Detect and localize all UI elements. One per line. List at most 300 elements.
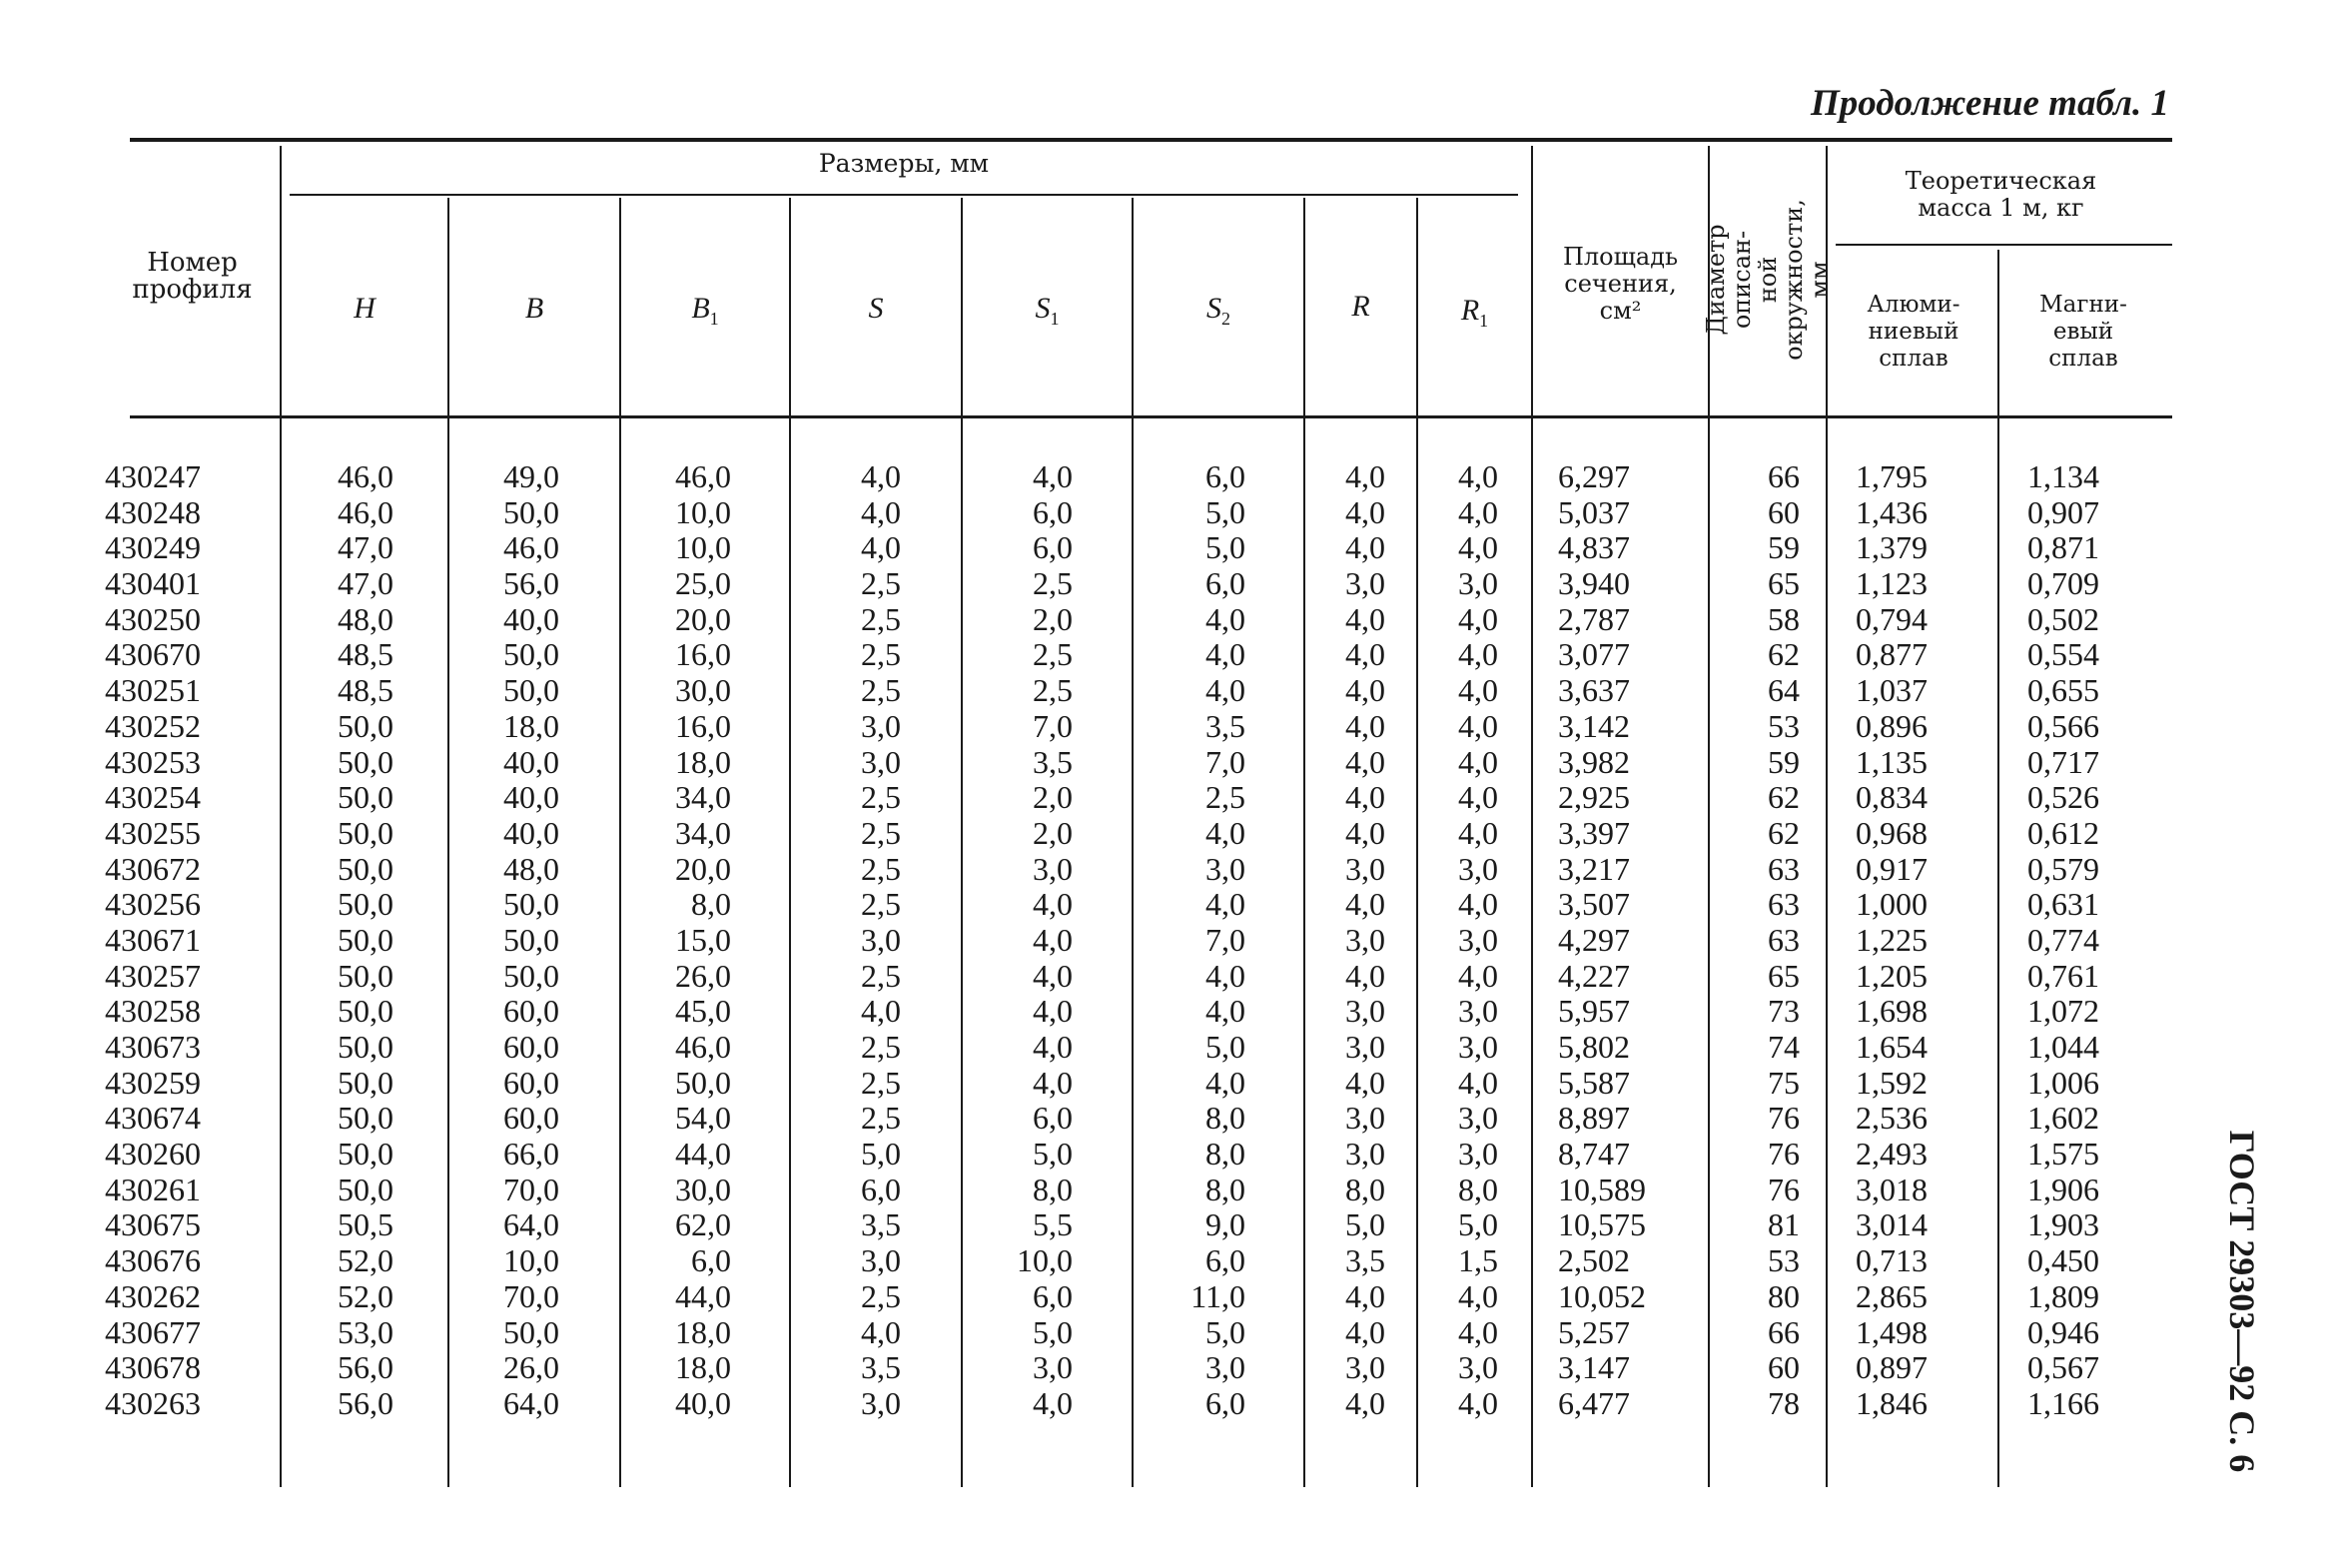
cell-b1: 44,0	[675, 1136, 731, 1173]
cell-h: 50,0	[338, 850, 393, 887]
cell-mag: 0,946	[2027, 1313, 2099, 1350]
cell-r: 4,0	[1345, 743, 1385, 780]
cell-mag: 0,774	[2027, 921, 2099, 958]
cell-diameter: 65	[1768, 957, 1800, 994]
cell-s1: 3,0	[1033, 1349, 1073, 1386]
cell-s2: 4,0	[1205, 993, 1245, 1030]
cell-r1: 4,0	[1458, 1277, 1498, 1314]
cell-mag: 0,717	[2027, 743, 2099, 780]
cell-b: 40,0	[503, 814, 559, 851]
cell-s2: 4,0	[1205, 957, 1245, 994]
cell-b1: 46,0	[675, 1029, 731, 1065]
cell-diameter: 62	[1768, 814, 1800, 851]
column-r1	[1418, 459, 1498, 1422]
cell-profile: 430262	[105, 1277, 201, 1314]
cell-profile: 430678	[105, 1349, 201, 1386]
cell-s1: 3,5	[1033, 743, 1073, 780]
cell-diameter: 62	[1768, 779, 1800, 816]
cell-profile: 430263	[105, 1384, 201, 1421]
standard-label	[2212, 1102, 2272, 1501]
cell-r1: 3,0	[1458, 1100, 1498, 1137]
cell-s2: 5,0	[1205, 1313, 1245, 1350]
cell-h: 50,0	[338, 814, 393, 851]
cell-mag: 1,072	[2027, 993, 2099, 1030]
cell-alu: 1,205	[1856, 957, 1928, 994]
cell-alu: 1,436	[1856, 493, 1928, 530]
cell-b1: 45,0	[675, 993, 731, 1030]
cell-b1: 50,0	[675, 1064, 731, 1101]
cell-b1: 34,0	[675, 779, 731, 816]
cell-mag: 1,006	[2027, 1064, 2099, 1101]
cell-h: 52,0	[338, 1242, 393, 1279]
cell-s: 4,0	[861, 529, 901, 566]
cell-b: 50,0	[503, 1313, 559, 1350]
cell-b: 50,0	[503, 493, 559, 530]
cell-profile: 430251	[105, 672, 201, 709]
cell-r: 8,0	[1345, 1171, 1385, 1207]
header-dimensions: Размеры, мм	[818, 149, 990, 178]
cell-mag: 0,567	[2027, 1349, 2099, 1386]
cell-b1: 30,0	[675, 672, 731, 709]
cell-diameter: 64	[1768, 672, 1800, 709]
cell-r: 4,0	[1345, 707, 1385, 744]
cell-s2: 2,5	[1205, 779, 1245, 816]
cell-mag: 1,903	[2027, 1206, 2099, 1243]
cell-s: 2,5	[861, 814, 901, 851]
cell-profile: 430401	[105, 565, 201, 602]
cell-r: 4,0	[1345, 600, 1385, 637]
cell-diameter: 53	[1768, 707, 1800, 744]
cell-alu: 0,896	[1856, 707, 1928, 744]
header-r1: $R_1$	[1460, 294, 1489, 331]
cell-mag: 0,761	[2027, 957, 2099, 994]
cell-b1: 18,0	[675, 743, 731, 780]
cell-diameter: 73	[1768, 993, 1800, 1030]
cell-s1: 3,0	[1033, 850, 1073, 887]
cell-profile: 430254	[105, 779, 201, 816]
cell-s2: 4,0	[1205, 1064, 1245, 1101]
cell-diameter: 53	[1768, 1242, 1800, 1279]
cell-diameter: 74	[1768, 1029, 1800, 1065]
cell-s1: 2,0	[1033, 814, 1073, 851]
cell-s: 2,5	[861, 600, 901, 637]
header-bottom-rule	[130, 415, 2172, 418]
cell-b1: 10,0	[675, 529, 731, 566]
cell-mag: 0,450	[2027, 1242, 2099, 1279]
cell-profile: 430260	[105, 1136, 201, 1173]
cell-r: 4,0	[1345, 1313, 1385, 1350]
cell-alu: 1,379	[1856, 529, 1928, 566]
cell-h: 50,0	[338, 707, 393, 744]
cell-area: 10,052	[1558, 1277, 1646, 1314]
cell-s2: 4,0	[1205, 672, 1245, 709]
cell-b: 64,0	[503, 1384, 559, 1421]
cell-s1: 4,0	[1033, 458, 1073, 494]
cell-r: 4,0	[1345, 529, 1385, 566]
cell-r: 3,0	[1345, 565, 1385, 602]
cell-diameter: 81	[1768, 1206, 1800, 1243]
cell-s1: 6,0	[1033, 1100, 1073, 1137]
cell-b1: 18,0	[675, 1313, 731, 1350]
cell-r1: 4,0	[1458, 743, 1498, 780]
cell-s2: 9,0	[1205, 1206, 1245, 1243]
cell-b: 70,0	[503, 1277, 559, 1314]
cell-area: 5,957	[1558, 993, 1630, 1030]
cell-s2: 4,0	[1205, 600, 1245, 637]
cell-s2: 8,0	[1205, 1136, 1245, 1173]
column-r	[1305, 459, 1385, 1422]
cell-diameter: 60	[1768, 1349, 1800, 1386]
cell-r1: 3,0	[1458, 993, 1498, 1030]
cell-alu: 0,897	[1856, 1349, 1928, 1386]
cell-profile: 430261	[105, 1171, 201, 1207]
cell-s: 3,0	[861, 921, 901, 958]
cell-alu: 1,498	[1856, 1313, 1928, 1350]
cell-mag: 1,809	[2027, 1277, 2099, 1314]
cell-r1: 4,0	[1458, 814, 1498, 851]
cell-s2: 6,0	[1205, 565, 1245, 602]
cell-h: 50,0	[338, 993, 393, 1030]
header-area: Площадь сечения, см²	[1562, 243, 1679, 325]
cell-s: 2,5	[861, 850, 901, 887]
cell-r1: 1,5	[1458, 1242, 1498, 1279]
cell-diameter: 66	[1768, 1313, 1800, 1350]
cell-s2: 4,0	[1205, 814, 1245, 851]
cell-r1: 4,0	[1458, 636, 1498, 673]
cell-profile: 430670	[105, 636, 201, 673]
cell-r: 5,0	[1345, 1206, 1385, 1243]
cell-h: 47,0	[338, 529, 393, 566]
cell-b: 60,0	[503, 993, 559, 1030]
cell-mag: 1,166	[2027, 1384, 2099, 1421]
cell-b1: 30,0	[675, 1171, 731, 1207]
cell-b1: 20,0	[675, 600, 731, 637]
cell-r: 3,5	[1345, 1242, 1385, 1279]
cell-s1: 10,0	[1017, 1242, 1073, 1279]
cell-r: 4,0	[1345, 1064, 1385, 1101]
cell-r: 3,0	[1345, 993, 1385, 1030]
cell-area: 6,477	[1558, 1384, 1630, 1421]
cell-b: 50,0	[503, 636, 559, 673]
cell-area: 10,589	[1558, 1171, 1646, 1207]
vrule-r1	[1531, 146, 1533, 1487]
cell-s1: 2,5	[1033, 672, 1073, 709]
cell-profile: 430255	[105, 814, 201, 851]
cell-profile: 430259	[105, 1064, 201, 1101]
cell-r: 4,0	[1345, 1277, 1385, 1314]
cell-area: 5,257	[1558, 1313, 1630, 1350]
column-h	[282, 459, 393, 1422]
cell-profile: 430249	[105, 529, 201, 566]
cell-h: 50,0	[338, 1171, 393, 1207]
cell-r1: 3,0	[1458, 1029, 1498, 1065]
header-r: R	[1351, 290, 1370, 323]
cell-b: 26,0	[503, 1349, 559, 1386]
cell-b1: 8,0	[691, 886, 731, 923]
cell-b1: 26,0	[675, 957, 731, 994]
header-b: B	[524, 292, 544, 325]
cell-diameter: 66	[1768, 458, 1800, 494]
cell-s1: 4,0	[1033, 1384, 1073, 1421]
cell-r: 4,0	[1345, 672, 1385, 709]
cell-h: 50,0	[338, 957, 393, 994]
cell-h: 48,0	[338, 600, 393, 637]
cell-diameter: 63	[1768, 921, 1800, 958]
cell-h: 50,0	[338, 921, 393, 958]
cell-mag: 0,655	[2027, 672, 2099, 709]
cell-s1: 5,0	[1033, 1136, 1073, 1173]
cell-area: 10,575	[1558, 1206, 1646, 1243]
cell-s2: 4,0	[1205, 886, 1245, 923]
column-profile	[105, 459, 280, 1422]
cell-mag: 1,602	[2027, 1100, 2099, 1137]
cell-s: 2,5	[861, 636, 901, 673]
cell-h: 50,0	[338, 1064, 393, 1101]
cell-s: 2,5	[861, 672, 901, 709]
cell-mag: 0,566	[2027, 707, 2099, 744]
cell-alu: 1,225	[1856, 921, 1928, 958]
cell-r1: 4,0	[1458, 493, 1498, 530]
cell-area: 2,502	[1558, 1242, 1630, 1279]
cell-area: 3,982	[1558, 743, 1630, 780]
cell-s2: 8,0	[1205, 1100, 1245, 1137]
cell-h: 47,0	[338, 565, 393, 602]
column-s2	[1134, 459, 1245, 1422]
cell-mag: 1,134	[2027, 458, 2099, 494]
cell-area: 3,217	[1558, 850, 1630, 887]
vrule-alu	[1997, 250, 1999, 1487]
cell-b: 40,0	[503, 743, 559, 780]
cell-r1: 4,0	[1458, 779, 1498, 816]
cell-h: 46,0	[338, 458, 393, 494]
cell-r1: 4,0	[1458, 1313, 1498, 1350]
cell-alu: 1,846	[1856, 1384, 1928, 1421]
cell-mag: 0,631	[2027, 886, 2099, 923]
cell-alu: 0,834	[1856, 779, 1928, 816]
cell-area: 4,227	[1558, 957, 1630, 994]
cell-s1: 7,0	[1033, 707, 1073, 744]
cell-mag: 0,502	[2027, 600, 2099, 637]
cell-area: 8,897	[1558, 1100, 1630, 1137]
cell-s: 3,5	[861, 1206, 901, 1243]
cell-mag: 0,612	[2027, 814, 2099, 851]
cell-area: 5,037	[1558, 493, 1630, 530]
cell-s: 2,5	[861, 565, 901, 602]
cell-s: 4,0	[861, 1313, 901, 1350]
cell-h: 52,0	[338, 1277, 393, 1314]
cell-profile: 430257	[105, 957, 201, 994]
cell-s2: 6,0	[1205, 458, 1245, 494]
cell-diameter: 62	[1768, 636, 1800, 673]
column-s	[791, 459, 901, 1422]
cell-b1: 54,0	[675, 1100, 731, 1137]
cell-s: 4,0	[861, 493, 901, 530]
cell-r1: 3,0	[1458, 565, 1498, 602]
cell-b: 60,0	[503, 1064, 559, 1101]
cell-s1: 4,0	[1033, 1029, 1073, 1065]
cell-s1: 6,0	[1033, 1277, 1073, 1314]
cell-area: 2,787	[1558, 600, 1630, 637]
cell-profile: 430673	[105, 1029, 201, 1065]
cell-diameter: 60	[1768, 493, 1800, 530]
cell-mag: 0,871	[2027, 529, 2099, 566]
cell-r: 3,0	[1345, 921, 1385, 958]
cell-h: 50,5	[338, 1206, 393, 1243]
cell-alu: 0,713	[1856, 1242, 1928, 1279]
cell-h: 48,5	[338, 672, 393, 709]
header-h: H	[354, 292, 376, 325]
cell-profile: 430675	[105, 1206, 201, 1243]
cell-profile: 430671	[105, 921, 201, 958]
dimensions-rule	[290, 194, 1518, 196]
cell-h: 46,0	[338, 493, 393, 530]
cell-s2: 11,0	[1190, 1277, 1245, 1314]
cell-diameter: 63	[1768, 850, 1800, 887]
cell-r: 3,0	[1345, 1349, 1385, 1386]
cell-s2: 7,0	[1205, 743, 1245, 780]
cell-s2: 8,0	[1205, 1171, 1245, 1207]
cell-diameter: 58	[1768, 600, 1800, 637]
cell-mag: 0,907	[2027, 493, 2099, 530]
header-profile: Номер профиля	[132, 248, 253, 305]
cell-alu: 1,795	[1856, 458, 1928, 494]
cell-b1: 34,0	[675, 814, 731, 851]
cell-s2: 7,0	[1205, 921, 1245, 958]
cell-r1: 8,0	[1458, 1171, 1498, 1207]
cell-s2: 6,0	[1205, 1384, 1245, 1421]
cell-s: 2,5	[861, 1029, 901, 1065]
cell-r1: 4,0	[1458, 529, 1498, 566]
mass-rule	[1836, 244, 2172, 246]
cell-mag: 0,709	[2027, 565, 2099, 602]
cell-s: 3,5	[861, 1349, 901, 1386]
cell-alu: 1,000	[1856, 886, 1928, 923]
cell-s2: 5,0	[1205, 529, 1245, 566]
cell-b1: 15,0	[675, 921, 731, 958]
cell-b1: 16,0	[675, 707, 731, 744]
cell-alu: 1,592	[1856, 1064, 1928, 1101]
cell-r1: 4,0	[1458, 672, 1498, 709]
cell-r1: 4,0	[1458, 886, 1498, 923]
cell-b1: 10,0	[675, 493, 731, 530]
column-diameter	[1710, 459, 1800, 1422]
cell-r: 3,0	[1345, 1100, 1385, 1137]
cell-r1: 4,0	[1458, 957, 1498, 994]
cell-alu: 1,123	[1856, 565, 1928, 602]
cell-r: 3,0	[1345, 1136, 1385, 1173]
cell-alu: 3,018	[1856, 1171, 1928, 1207]
cell-mag: 1,575	[2027, 1136, 2099, 1173]
cell-area: 6,297	[1558, 458, 1630, 494]
cell-mag: 0,554	[2027, 636, 2099, 673]
cell-profile: 430672	[105, 850, 201, 887]
column-s1	[963, 459, 1073, 1422]
cell-r1: 3,0	[1458, 850, 1498, 887]
column-alu	[1856, 459, 1995, 1422]
cell-s: 2,5	[861, 1100, 901, 1137]
cell-area: 3,397	[1558, 814, 1630, 851]
cell-alu: 2,536	[1856, 1100, 1928, 1137]
cell-s1: 8,0	[1033, 1171, 1073, 1207]
table-caption: Продолжение табл. 1	[1811, 83, 2169, 124]
cell-b: 56,0	[503, 565, 559, 602]
cell-h: 50,0	[338, 886, 393, 923]
cell-s: 2,5	[861, 1064, 901, 1101]
cell-alu: 2,865	[1856, 1277, 1928, 1314]
cell-r1: 4,0	[1458, 1384, 1498, 1421]
cell-alu: 0,794	[1856, 600, 1928, 637]
cell-profile: 430677	[105, 1313, 201, 1350]
cell-h: 56,0	[338, 1384, 393, 1421]
cell-alu: 0,968	[1856, 814, 1928, 851]
cell-alu: 0,877	[1856, 636, 1928, 673]
cell-s1: 5,0	[1033, 1313, 1073, 1350]
cell-s1: 4,0	[1033, 1064, 1073, 1101]
cell-s: 3,0	[861, 743, 901, 780]
cell-r1: 3,0	[1458, 1136, 1498, 1173]
cell-alu: 3,014	[1856, 1206, 1928, 1243]
cell-r: 4,0	[1345, 886, 1385, 923]
cell-area: 2,925	[1558, 779, 1630, 816]
cell-alu: 1,654	[1856, 1029, 1928, 1065]
cell-mag: 1,906	[2027, 1171, 2099, 1207]
cell-profile: 430253	[105, 743, 201, 780]
cell-b: 66,0	[503, 1136, 559, 1173]
cell-profile: 430674	[105, 1100, 201, 1137]
cell-s2: 5,0	[1205, 1029, 1245, 1065]
cell-area: 5,587	[1558, 1064, 1630, 1101]
cell-alu: 1,698	[1856, 993, 1928, 1030]
cell-b: 60,0	[503, 1029, 559, 1065]
column-b	[449, 459, 559, 1422]
cell-r: 4,0	[1345, 493, 1385, 530]
cell-r: 4,0	[1345, 779, 1385, 816]
cell-h: 53,0	[338, 1313, 393, 1350]
cell-s1: 6,0	[1033, 493, 1073, 530]
cell-b1: 20,0	[675, 850, 731, 887]
cell-s1: 5,5	[1033, 1206, 1073, 1243]
cell-b: 18,0	[503, 707, 559, 744]
cell-alu: 1,037	[1856, 672, 1928, 709]
cell-r: 3,0	[1345, 1029, 1385, 1065]
cell-b: 48,0	[503, 850, 559, 887]
header-b1: $B_1$	[691, 292, 719, 329]
cell-s2: 3,5	[1205, 707, 1245, 744]
cell-s1: 4,0	[1033, 957, 1073, 994]
cell-area: 4,837	[1558, 529, 1630, 566]
cell-diameter: 78	[1768, 1384, 1800, 1421]
cell-r1: 3,0	[1458, 921, 1498, 958]
cell-s1: 2,5	[1033, 636, 1073, 673]
cell-h: 50,0	[338, 743, 393, 780]
cell-profile: 430250	[105, 600, 201, 637]
cell-diameter: 80	[1768, 1277, 1800, 1314]
cell-h: 50,0	[338, 1100, 393, 1137]
cell-b: 40,0	[503, 600, 559, 637]
cell-r1: 3,0	[1458, 1349, 1498, 1386]
cell-s1: 6,0	[1033, 529, 1073, 566]
cell-area: 8,747	[1558, 1136, 1630, 1173]
cell-diameter: 59	[1768, 743, 1800, 780]
cell-s: 2,5	[861, 957, 901, 994]
cell-profile: 430248	[105, 493, 201, 530]
cell-b: 70,0	[503, 1171, 559, 1207]
cell-diameter: 76	[1768, 1171, 1800, 1207]
cell-b: 50,0	[503, 672, 559, 709]
cell-s: 4,0	[861, 993, 901, 1030]
cell-b: 64,0	[503, 1206, 559, 1243]
cell-r1: 4,0	[1458, 458, 1498, 494]
